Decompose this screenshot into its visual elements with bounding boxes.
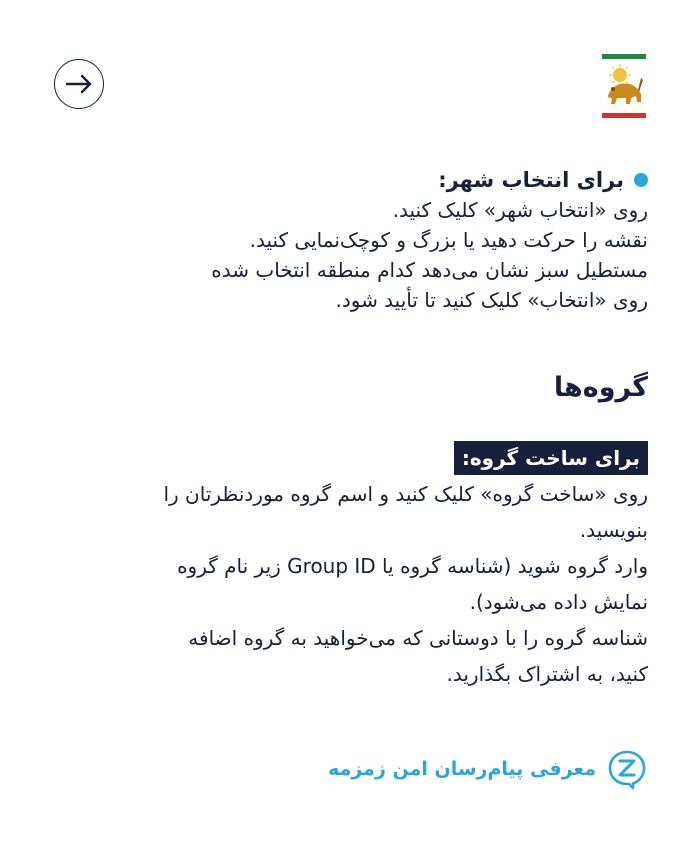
- flag-green-stripe: [602, 54, 646, 59]
- city-selection-section: [48, 165, 648, 315]
- next-button[interactable]: [54, 59, 104, 109]
- groups-title: گروه‌ها: [553, 372, 648, 403]
- instruction-line: وارد گروه شوید (شناسه گروه یا Group ID زیر نام گروه: [177, 554, 648, 578]
- zamzameh-chat-logo-icon: [606, 748, 648, 790]
- lion-and-sun-emblem: [603, 62, 645, 110]
- flag-red-stripe: [602, 113, 646, 118]
- instruction-line: شناسه گروه را با دوستانی که می‌خواهید به گروه اضافه: [188, 626, 648, 650]
- instruction-line: نقشه را حرکت دهید یا بزرگ و کوچک‌نمایی کنید.: [249, 228, 648, 252]
- instruction-line: نمایش داده می‌شود).: [469, 590, 648, 614]
- create-group-label: برای ساخت گروه:: [454, 441, 648, 475]
- instruction-line: روی «ساخت گروه» کلیک کنید و اسم گروه موردنظرتان را: [163, 482, 648, 506]
- footer-brand: [328, 748, 648, 790]
- instruction-line: مستطیل سبز نشان می‌دهد کدام منطقه انتخاب شده: [211, 258, 648, 282]
- footer-text: معرفی پیام‌رسان امن زمزمه: [328, 758, 596, 780]
- instruction-line: بنویسید.: [579, 518, 648, 542]
- create-group-section: [48, 441, 648, 691]
- instruction-line: روی «انتخاب» کلیک کنید تا تأیید شود.: [335, 288, 648, 312]
- arrow-right-icon: [65, 74, 93, 94]
- instruction-line: روی «انتخاب شهر» کلیک کنید.: [392, 198, 648, 222]
- instruction-line: کنید، به اشتراک بگذارید.: [446, 662, 648, 686]
- lion-and-sun-flag-icon: [602, 54, 646, 118]
- city-selection-heading: [48, 165, 648, 195]
- city-selection-heading-text: برای انتخاب شهر:: [438, 168, 624, 192]
- bullet-icon: [634, 173, 648, 187]
